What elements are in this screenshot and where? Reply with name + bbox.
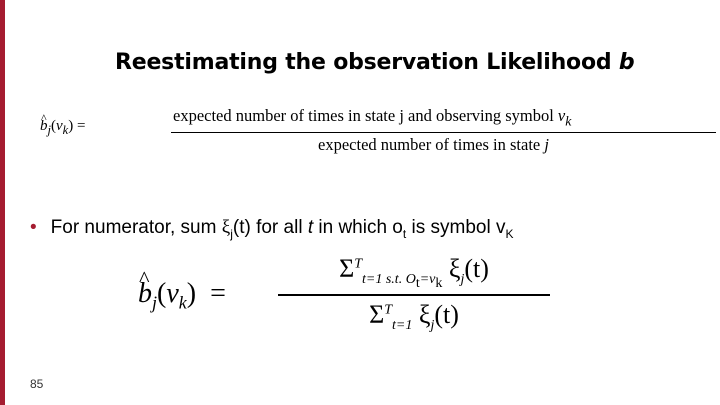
bullet-point [30,217,514,241]
estimate-fraction-bar [278,294,550,296]
xi-subscript: j [230,226,233,241]
equation-estimate-fraction [278,254,550,334]
paren-close: ) [186,278,197,309]
xi-denominator-t: (t) [434,299,459,329]
subscript-k-large: k [178,292,187,313]
v-symbol: v [55,118,63,134]
paren-open: ( [157,278,167,309]
bullet-text-mid: in which o [313,217,403,238]
sigma-denominator: Σ [369,299,385,329]
sigma-numerator-lower: t=1 s.t. O [362,272,416,288]
b-hat-symbol: ^ b [40,118,48,135]
equation-definition [40,106,690,158]
v-subscript: K [505,226,514,241]
fraction-numerator [171,106,716,129]
sigma-numerator-upper: T [354,256,363,272]
bullet-dot-icon: • [30,217,37,238]
numerator-k: k [565,113,572,129]
bullet-text-end: is symbol v [406,217,506,238]
bullet-text-start: For numerator, sum [50,217,222,238]
denominator-j: j [544,135,549,155]
page-number: 85 [30,377,44,391]
fraction-denominator [171,135,716,155]
xi-numerator-j: j [460,272,465,288]
equals-sign: = [76,118,86,134]
equation-estimate-lhs [138,278,226,314]
fraction-bar [171,132,716,133]
xi-numerator: ξ [448,254,461,283]
b-hat-large: ^ b [138,278,152,310]
subscript-j-large: j [152,292,158,313]
numerator-text: expected number of times in state j and observing symbol [173,106,554,125]
sigma-denominator-lower: t=1 [392,318,413,334]
equation-estimate [138,254,558,344]
bullet-text-t: (t) for all [232,217,308,238]
sigma-numerator-k: k [435,275,443,291]
xi-numerator-t: (t) [464,254,489,283]
sigma-numerator: Σ [339,254,355,283]
denominator-text: expected number of times in state [318,135,541,155]
xi-denominator-j: j [430,318,435,334]
estimate-numerator [278,254,550,292]
equals-large: = [210,278,226,309]
xi-denominator: ξ [418,299,431,329]
estimate-denominator [278,300,550,334]
title-text: Reestimating the observation Likelihood [115,50,612,75]
o-subscript: t [402,226,407,241]
equation-definition-lhs: ^ $b_j(v_k)$ = [40,118,85,138]
xi-symbol: ξ [221,217,231,238]
sigma-denominator-upper: T [384,302,393,318]
equation-definition-fraction [171,106,716,155]
bullet-italic-t: t [307,217,314,238]
subscript-k: k [62,123,69,137]
v-large: v [166,278,179,309]
numerator-v: v [557,106,566,125]
accent-bar [0,0,5,405]
sigma-numerator-o-sub: t [415,275,420,291]
sigma-numerator-eq: =v [419,272,436,288]
title-variable: b [618,50,635,75]
subscript-j: j [47,123,51,137]
slide-title [115,50,634,75]
